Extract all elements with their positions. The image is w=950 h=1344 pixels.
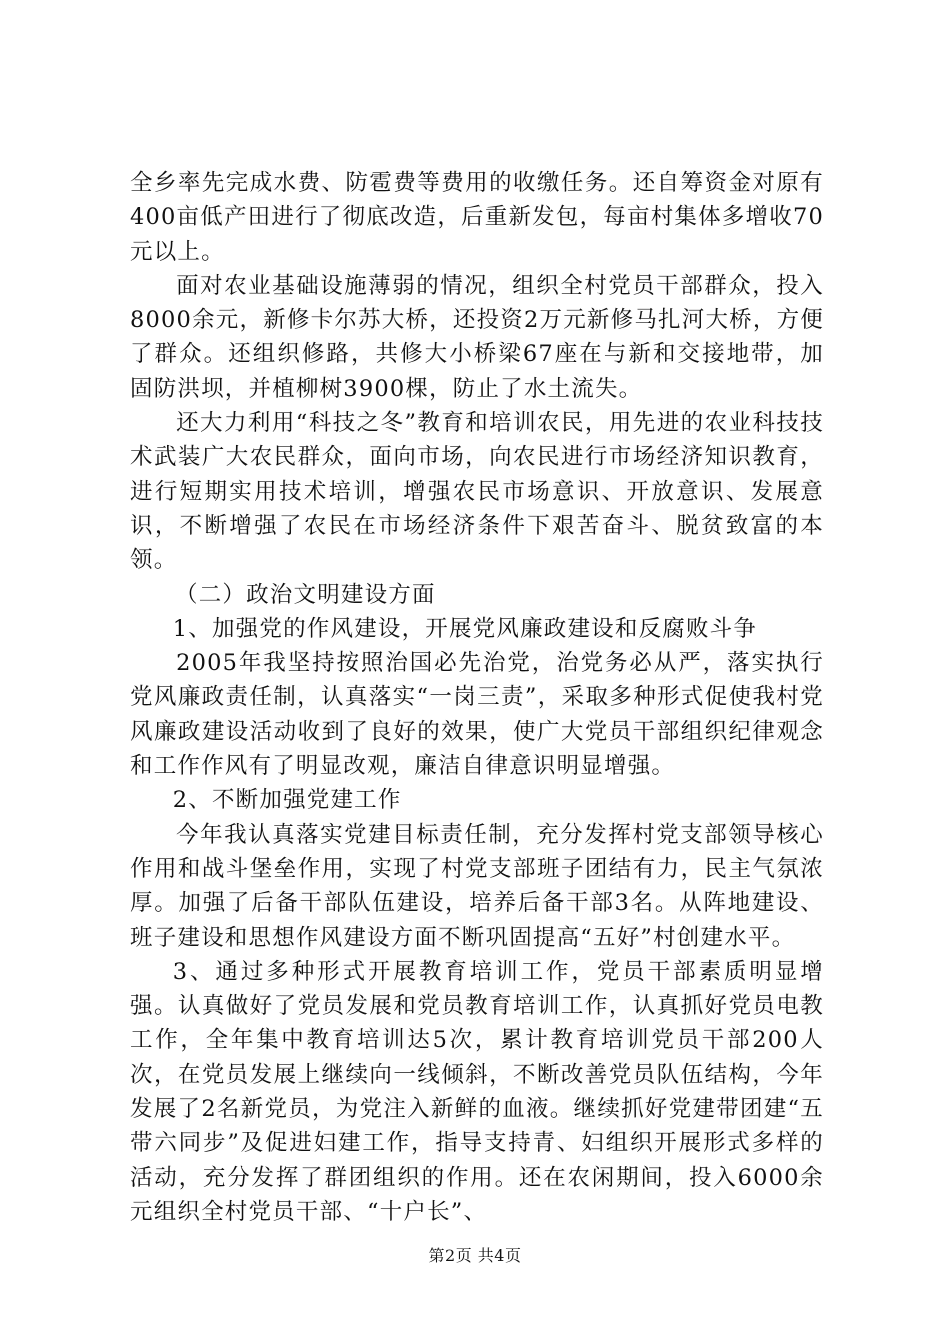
paragraph-party-building: 今年我认真落实党建目标责任制，充分发挥村党支部领导核心作用和战斗堡垒作用，实现了村党支部班子团结有力，民主气氛浓厚。加强了后备干部队伍建设，培养后备干部3名。从阵地建设、班子建设和思想作风建设方面不断巩固提高“五好”村创建水平。 <box>130 821 824 951</box>
paragraph-fee-collection: 全乡率先完成水费、防雹费等费用的收缴任务。还自筹资金对原有400亩低产田进行了彻底改造，后重新发包，每亩村集体多增收70元以上。 <box>130 170 824 265</box>
paragraph-anti-corruption: 2005年我坚持按照治国必先治党，治党务必从严，落实执行党风廉政责任制，认真落实“一岗三责”，采取多种形式促使我村党风廉政建设活动收到了良好的效果，使广大党员干部组织纪律观念和工作作风有了明显改观，廉洁自律意识明显增强。 <box>130 650 824 780</box>
paragraph-technology-training: 还大力利用“科技之冬”教育和培训农民，用先进的农业科技技术武装广大农民群众，面向市场，向农民进行市场经济知识教育，进行短期实用技术培训，增强农民市场意识、开放意识、发展意识，不断增强了农民在市场经济条件下艰苦奋斗、脱贫致富的本领。 <box>130 410 824 574</box>
section-heading-political: （二）政治文明建设方面 <box>175 581 436 608</box>
subheading-party-building: 2、不断加强党建工作 <box>172 787 402 814</box>
paragraph-infrastructure: 面对农业基础设施薄弱的情况，组织全村党员干部群众，投入8000余元，新修卡尔苏大桥，还投资2万元新修马扎河大桥，方便了群众。还组织修路，共修大小桥梁67座在与新和交接地带，加固防洪坝，并植柳树3900棵，防止了水土流失。 <box>130 272 824 402</box>
paragraph-education-training: 3、通过多种形式开展教育培训工作，党员干部素质明显增强。认真做好了党员发展和党员教育培训工作，认真抓好党员电教工作，全年集中教育培训达5次，累计教育培训党员干部200人次，在党员发展上继续向一线倾斜，不断改善党员队伍结构，今年发展了2名新党员，为党注入新鲜的血液。继续抓好党建带团建“五带六同步”及促进妇建工作，指导支持青、妇组织开展形式多样的活动，充分发挥了群团组织的作用。还在农闲期间，投入6000余元组织全村党员干部、“十户长”、 <box>130 958 824 1225</box>
subheading-party-style: 1、加强党的作风建设，开展党风廉政建设和反腐败斗争 <box>172 615 758 642</box>
page-number-footer: 第2页 共4页 <box>428 1246 522 1265</box>
document-body <box>130 166 824 1229</box>
